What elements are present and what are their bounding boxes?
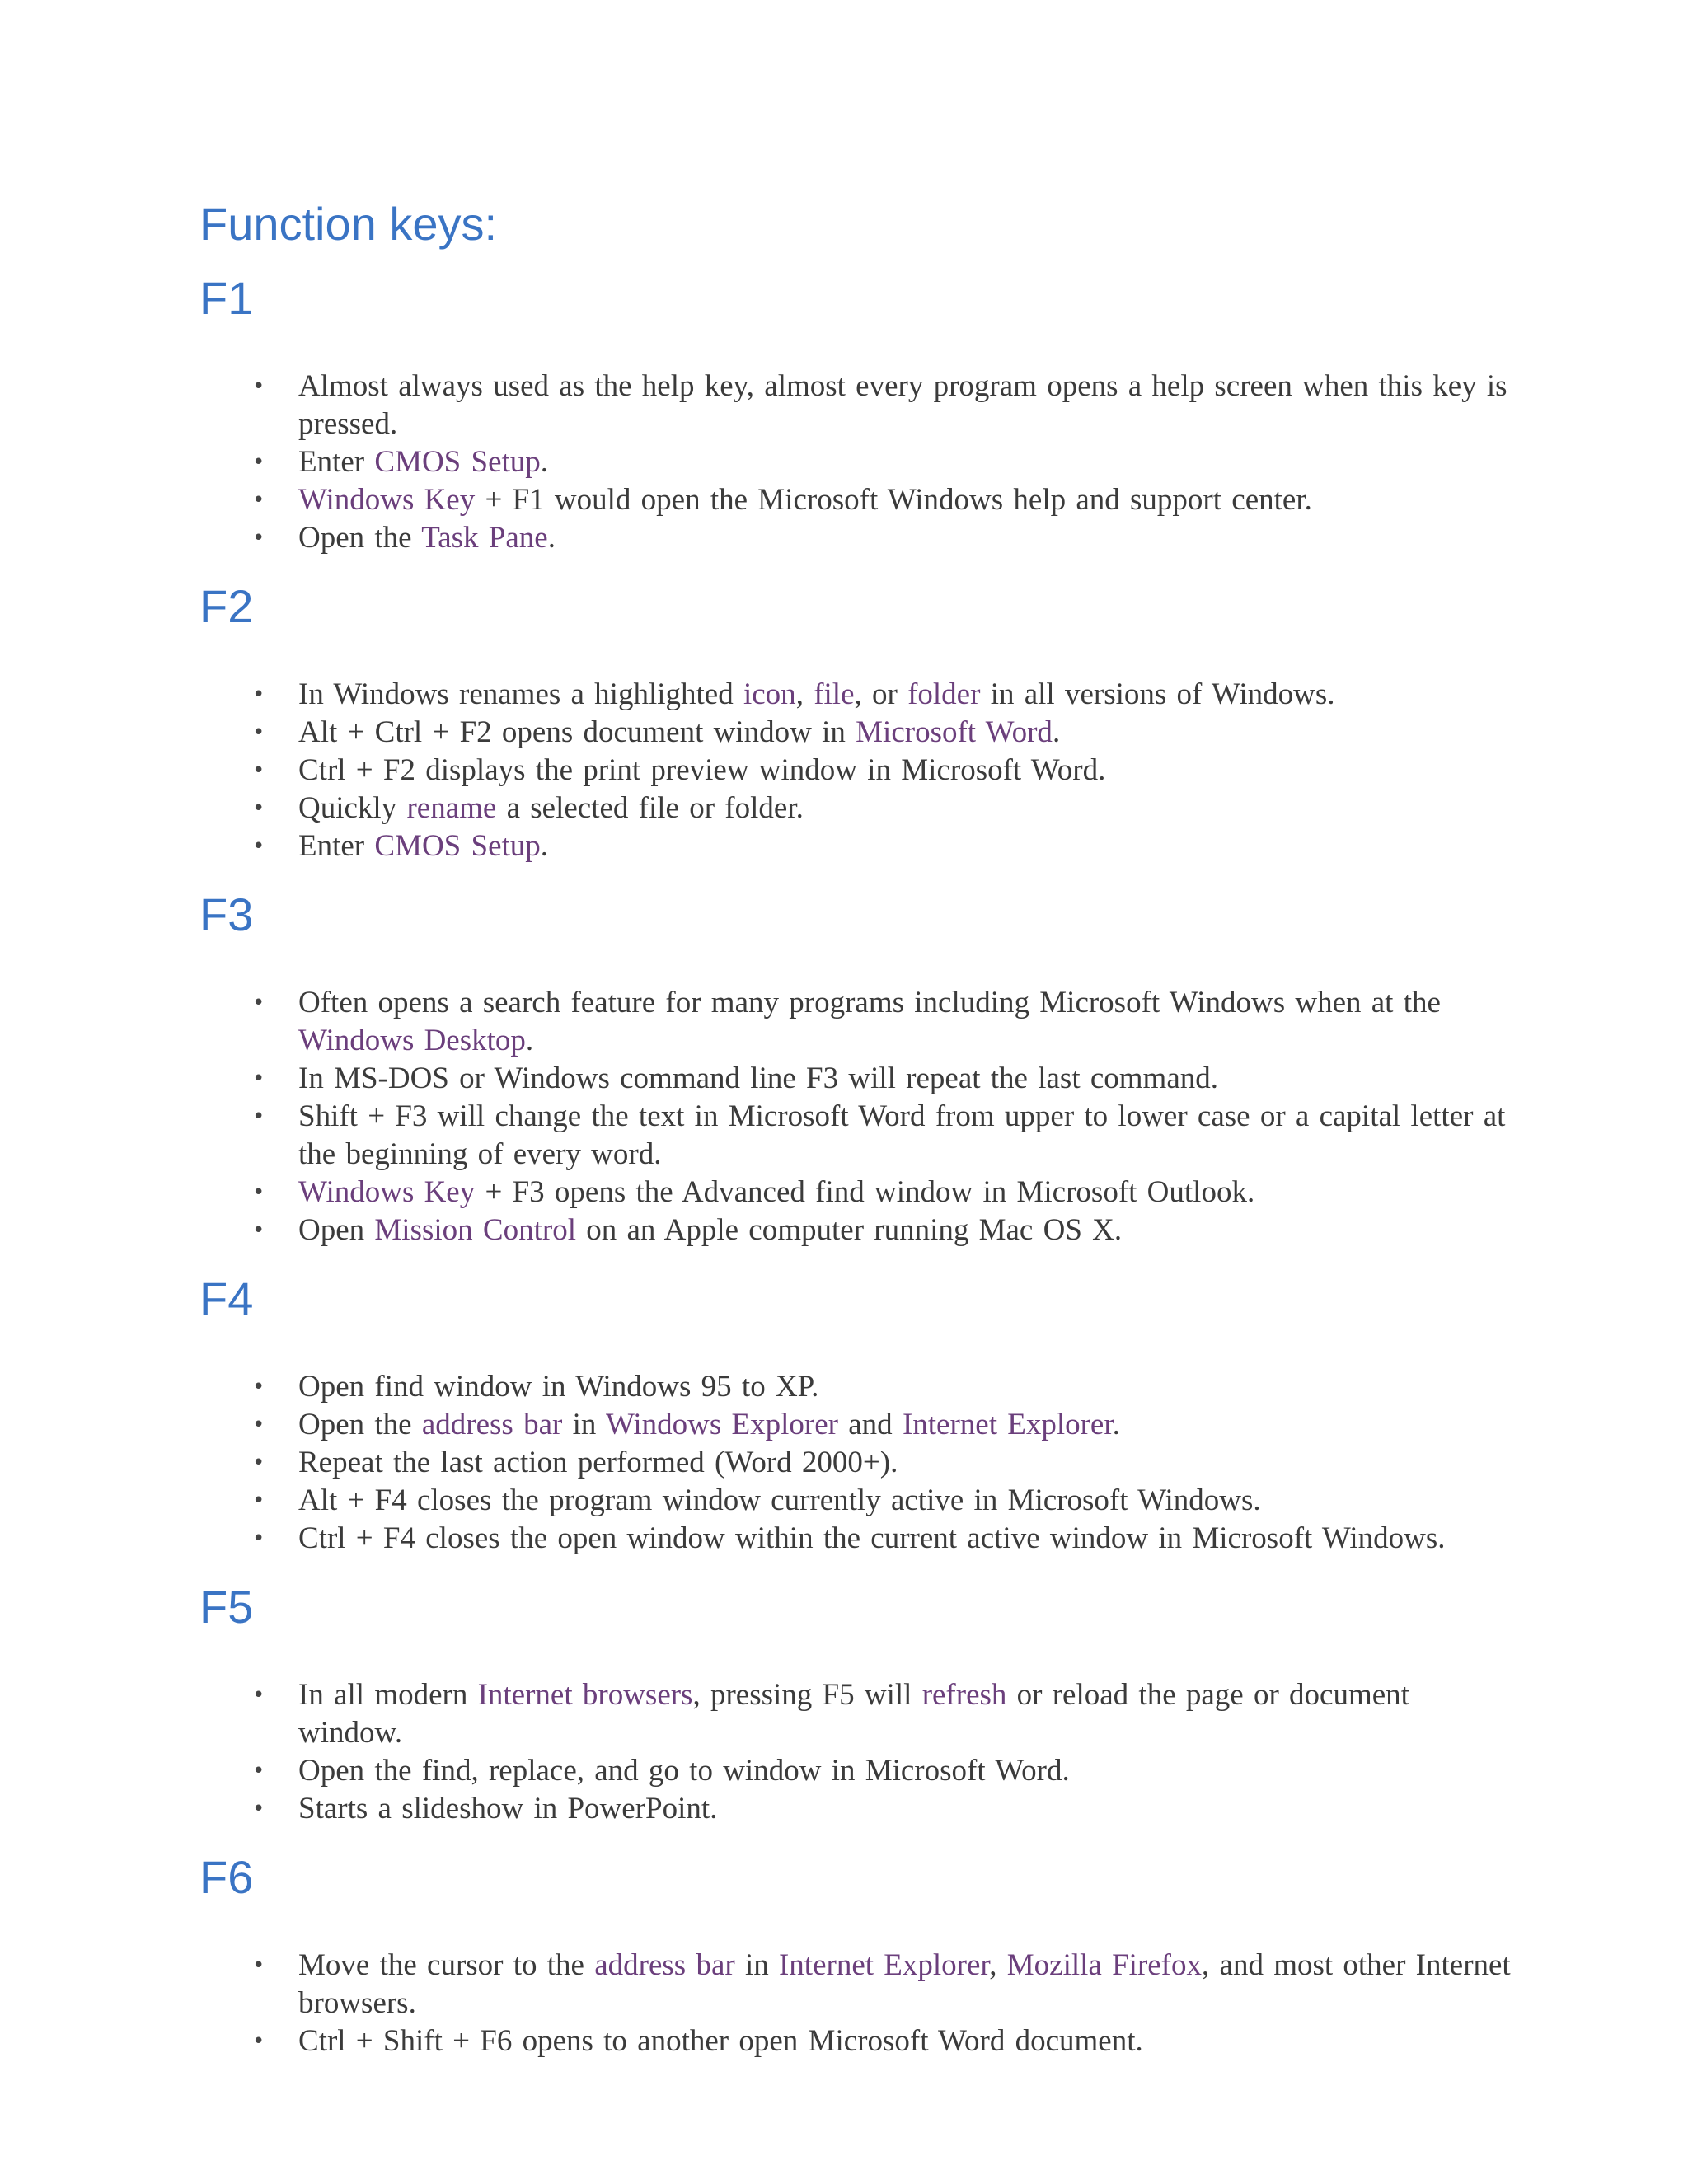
inline-link[interactable]: address bar bbox=[421, 1408, 563, 1441]
bullet-list-f1 bbox=[199, 368, 1523, 557]
list-item bbox=[298, 1098, 1523, 1174]
item-text: , or bbox=[854, 677, 908, 711]
inline-link[interactable]: Microsoft Word bbox=[856, 715, 1053, 749]
item-text: , bbox=[795, 677, 814, 711]
list-item bbox=[298, 714, 1523, 752]
bullet-list-f6 bbox=[199, 1947, 1523, 2060]
list-item bbox=[298, 752, 1523, 790]
inline-link[interactable]: Internet Explorer bbox=[778, 1948, 990, 1982]
section-heading-f4: F4 bbox=[199, 1272, 254, 1324]
item-text: Ctrl + F4 closes the open window within the current active window in Microsoft Windows. bbox=[298, 1521, 1446, 1555]
section-heading-f6: F6 bbox=[199, 1851, 254, 1903]
list-item bbox=[298, 1060, 1523, 1098]
list-item bbox=[298, 443, 1523, 481]
item-text: Open the bbox=[298, 1408, 422, 1441]
bullet-list-f2 bbox=[199, 676, 1523, 865]
item-text: In MS-DOS or Windows command line F3 will repeat the last command. bbox=[298, 1062, 1219, 1095]
list-item bbox=[298, 1212, 1523, 1249]
item-text: Alt + Ctrl + F2 opens document window in bbox=[298, 715, 856, 749]
item-text: a selected file or folder. bbox=[496, 791, 804, 825]
inline-link[interactable]: address bar bbox=[594, 1948, 735, 1982]
item-text: Move the cursor to the bbox=[298, 1948, 595, 1982]
inline-link[interactable]: Windows Desktop bbox=[298, 1024, 526, 1057]
inline-link[interactable]: refresh bbox=[921, 1678, 1007, 1712]
item-text: in bbox=[562, 1408, 606, 1441]
item-text: Enter bbox=[298, 445, 375, 479]
list-item bbox=[298, 481, 1523, 519]
item-text: or reload the page or document window. bbox=[298, 1678, 1409, 1750]
item-text: . bbox=[540, 445, 549, 479]
list-item bbox=[298, 368, 1523, 443]
item-text: Almost always used as the help key, almost every program opens a help screen when this key is pressed. bbox=[298, 369, 1507, 441]
list-item bbox=[298, 1752, 1523, 1790]
inline-link[interactable]: Mission Control bbox=[374, 1213, 576, 1247]
inline-link[interactable]: icon bbox=[743, 677, 796, 711]
inline-link[interactable]: Windows Key bbox=[298, 1175, 476, 1209]
list-item bbox=[298, 827, 1523, 865]
item-text: Quickly bbox=[298, 791, 407, 825]
item-text: Open find window in Windows 95 to XP. bbox=[298, 1370, 819, 1404]
item-text: In Windows renames a highlighted bbox=[298, 677, 743, 711]
item-text: Ctrl + F2 displays the print preview window in Microsoft Word. bbox=[298, 753, 1106, 787]
item-text: in bbox=[734, 1948, 779, 1982]
inline-link[interactable]: Task Pane bbox=[421, 521, 548, 555]
list-item bbox=[298, 1676, 1523, 1752]
item-text: Starts a slideshow in PowerPoint. bbox=[298, 1792, 718, 1825]
inline-link[interactable]: folder bbox=[907, 677, 981, 711]
item-text: Alt + F4 closes the program window currently active in Microsoft Windows. bbox=[298, 1483, 1261, 1517]
item-text: In all modern bbox=[298, 1678, 478, 1712]
item-text: Ctrl + Shift + F6 opens to another open Microsoft Word document. bbox=[298, 2024, 1143, 2058]
bullet-list-f5 bbox=[199, 1676, 1523, 1828]
item-text: + F1 would open the Microsoft Windows help and support center. bbox=[475, 483, 1312, 517]
list-item bbox=[298, 984, 1523, 1060]
list-item bbox=[298, 676, 1523, 714]
inline-link[interactable]: file bbox=[814, 677, 855, 711]
bullet-list-f4 bbox=[199, 1368, 1523, 1558]
inline-link[interactable]: CMOS Setup bbox=[374, 445, 541, 479]
inline-link[interactable]: Internet browsers bbox=[477, 1678, 693, 1712]
section-heading-f1: F1 bbox=[199, 272, 254, 324]
section-heading-f2: F2 bbox=[199, 580, 254, 632]
item-text: Shift + F3 will change the text in Microsoft Word from upper to lower case or a capital letter at the beginning of every word. bbox=[298, 1099, 1506, 1171]
list-item bbox=[298, 1947, 1523, 2022]
inline-link[interactable]: Internet Explorer bbox=[902, 1408, 1113, 1441]
item-text: Open the bbox=[298, 521, 422, 555]
item-text: in all versions of Windows. bbox=[980, 677, 1335, 711]
inline-link[interactable]: CMOS Setup bbox=[374, 829, 541, 863]
item-text: and bbox=[838, 1408, 903, 1441]
list-item bbox=[298, 519, 1523, 557]
item-text: . bbox=[525, 1024, 534, 1057]
list-item bbox=[298, 1174, 1523, 1212]
inline-link[interactable]: rename bbox=[406, 791, 497, 825]
item-text: , bbox=[989, 1948, 1007, 1982]
item-text: . bbox=[547, 521, 556, 555]
item-text: Enter bbox=[298, 829, 375, 863]
section-heading-f5: F5 bbox=[199, 1581, 254, 1633]
item-text: . bbox=[540, 829, 549, 863]
list-item bbox=[298, 790, 1523, 827]
page-title: Function keys: bbox=[199, 198, 498, 250]
item-text: . bbox=[1112, 1408, 1120, 1441]
list-item bbox=[298, 1790, 1523, 1828]
list-item bbox=[298, 1482, 1523, 1520]
item-text: , pressing F5 will bbox=[692, 1678, 922, 1712]
list-item bbox=[298, 1368, 1523, 1406]
inline-link[interactable]: Mozilla Firefox bbox=[1006, 1948, 1203, 1982]
item-text: . bbox=[1052, 715, 1061, 749]
section-heading-f3: F3 bbox=[199, 888, 254, 940]
list-item bbox=[298, 1406, 1523, 1444]
item-text: Often opens a search feature for many programs including Microsoft Windows when at the bbox=[298, 986, 1441, 1019]
item-text: Open bbox=[298, 1213, 375, 1247]
sections-container bbox=[199, 267, 1523, 2060]
inline-link[interactable]: Windows Key bbox=[298, 483, 476, 517]
list-item bbox=[298, 2022, 1523, 2060]
bullet-list-f3 bbox=[199, 984, 1523, 1249]
item-text: Repeat the last action performed (Word 2000+). bbox=[298, 1446, 898, 1479]
list-item bbox=[298, 1444, 1523, 1482]
inline-link[interactable]: Windows Explorer bbox=[605, 1408, 838, 1441]
item-text: on an Apple computer running Mac OS X. bbox=[575, 1213, 1123, 1247]
item-text: + F3 opens the Advanced find window in Microsoft Outlook. bbox=[475, 1175, 1255, 1209]
item-text: Open the find, replace, and go to window in Microsoft Word. bbox=[298, 1754, 1070, 1788]
item-text: , and most other Internet browsers. bbox=[298, 1948, 1511, 2020]
list-item bbox=[298, 1520, 1523, 1558]
